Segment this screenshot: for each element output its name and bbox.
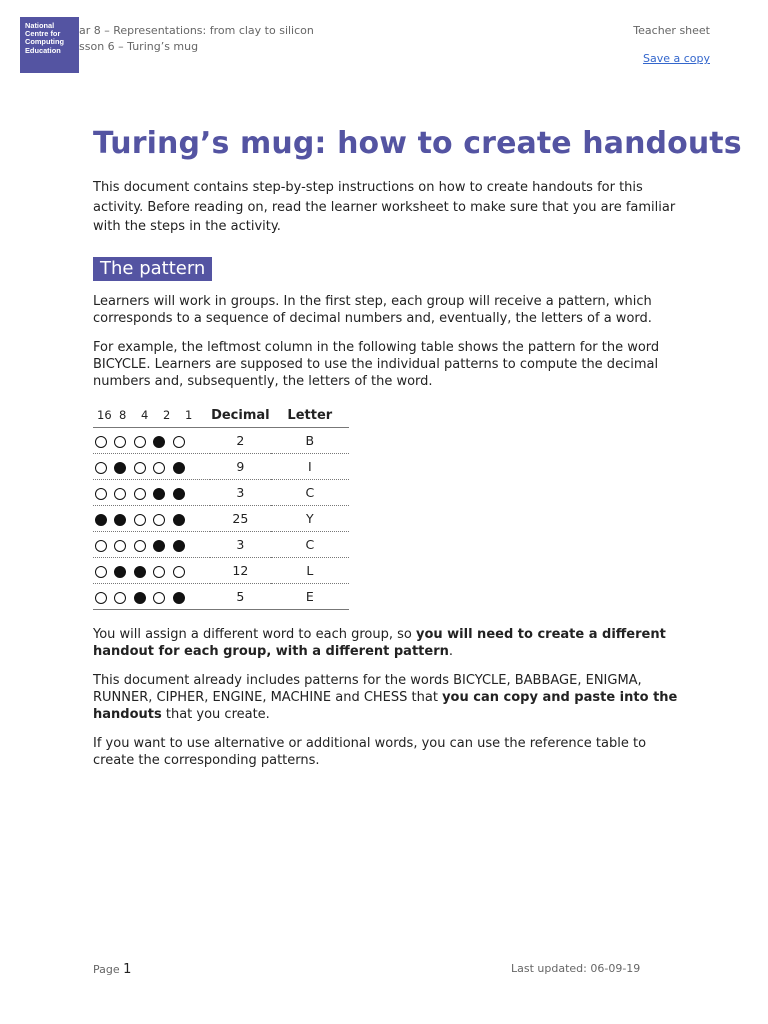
footer-last-updated: Last updated: 06-09-19 [511,962,641,975]
decimal-cell: 25 [210,506,271,532]
table-header-row [93,403,349,428]
empty-circle-icon [114,540,126,552]
table-row [93,506,349,532]
letter-cell: I [271,454,349,480]
filled-circle-icon [173,540,185,552]
empty-circle-icon [134,488,146,500]
assign-text: You will assign a different word to each group, so [93,627,416,642]
filled-circle-icon [173,488,185,500]
letter-cell: C [271,480,349,506]
empty-circle-icon [153,462,165,474]
table-row [93,532,349,558]
table-row [93,428,349,454]
letter-header: Letter [287,407,333,423]
bit-pattern-cell [93,532,210,558]
empty-circle-icon [95,488,107,500]
header-lesson: sson 6 – Turing’s mug [79,40,199,53]
bicycle-pattern-table [93,403,349,610]
page-label: Page [93,963,120,976]
decimal-header: Decimal [211,407,270,423]
letter-cell: L [271,558,349,584]
empty-circle-icon [95,540,107,552]
table-row [93,558,349,584]
words-text: This document already includes patterns for the words BICYCLE, BABBAGE, ENIGMA, RUNNER, CIPHER, ENGINE, MACHINE and CHESS that [93,673,642,705]
table-row [93,584,349,610]
bit-pattern-cell [93,506,210,532]
empty-circle-icon [95,462,107,474]
empty-circle-icon [153,592,165,604]
filled-circle-icon [134,566,146,578]
letter-cell: C [271,532,349,558]
filled-circle-icon [153,488,165,500]
empty-circle-icon [153,566,165,578]
section-heading-pattern: The pattern [93,257,212,281]
bit-header: 2 [163,408,171,422]
words-bold-text: you can copy and paste into the handouts [93,690,678,722]
filled-circle-icon [173,592,185,604]
ncce-logo [20,17,79,73]
empty-circle-icon [114,488,126,500]
empty-circle-icon [173,566,185,578]
filled-circle-icon [153,540,165,552]
logo-line: Computing [25,37,64,47]
logo-line: National [25,21,55,30]
letter-cell: Y [271,506,349,532]
decimal-cell: 12 [210,558,271,584]
filled-circle-icon [114,514,126,526]
filled-circle-icon [173,514,185,526]
decimal-cell: 3 [210,480,271,506]
letter-cell: B [271,428,349,454]
alternative-words-paragraph: If you want to use alternative or additional words, you can use the reference table to create the corresponding patterns. [93,736,647,768]
empty-circle-icon [95,566,107,578]
empty-circle-icon [95,592,107,604]
assign-text-end: . [448,644,454,659]
table-row [93,480,349,506]
empty-circle-icon [134,462,146,474]
bit-pattern-cell [93,558,210,584]
bit-header: 4 [141,408,149,422]
example-paragraph: For example, the leftmost column in the following table shows the pattern for the word BICYCLE. Learners are supposed to use the individual patterns to compute the decimal numbers and, subsequently, the letters of the word. [93,340,660,389]
footer-page [93,962,131,977]
decimal-cell: 5 [210,584,271,610]
save-a-copy-link[interactable]: Save a copy [642,52,710,65]
assign-bold-text: you will need to create a different handout for each group, with a different pattern [93,627,666,659]
filled-circle-icon [134,592,146,604]
bit-pattern-cell [93,480,210,506]
empty-circle-icon [114,436,126,448]
assign-paragraph [93,626,683,660]
decimal-cell: 3 [210,532,271,558]
bit-header: 8 [119,408,127,422]
words-text-end: that you create. [161,707,270,722]
empty-circle-icon [153,514,165,526]
empty-circle-icon [114,592,126,604]
header-course: ar 8 – Representations: from clay to silicon [79,24,314,37]
filled-circle-icon [173,462,185,474]
table-row [93,454,349,480]
logo-line: Centre for [25,29,61,39]
empty-circle-icon [173,436,185,448]
filled-circle-icon [95,514,107,526]
bit-value-headers [93,403,210,428]
filled-circle-icon [114,566,126,578]
intro-paragraph: This document contains step-by-step instructions on how to create handouts for this activity. Before reading on, read the learner worksheet to make sure that you are familiar with the steps in the activity. [93,180,676,234]
filled-circle-icon [153,436,165,448]
page-title: Turing’s mug: how to create handouts [93,126,742,161]
empty-circle-icon [134,540,146,552]
empty-circle-icon [95,436,107,448]
groups-paragraph: Learners will work in groups. In the first step, each group will receive a pattern, which corresponds to a sequence of decimal numbers and, eventually, the letters of a word. [93,294,652,326]
bit-header: 1 [185,408,193,422]
bit-header: 16 [97,408,112,422]
bit-pattern-cell [93,454,210,480]
logo-line: Education [25,45,61,55]
letter-cell: E [271,584,349,610]
header-sheet-type: Teacher sheet [633,24,710,37]
empty-circle-icon [134,514,146,526]
page-number: 1 [123,962,132,977]
empty-circle-icon [134,436,146,448]
words-paragraph [93,672,683,723]
filled-circle-icon [114,462,126,474]
table-body [93,428,349,610]
bit-pattern-cell [93,584,210,610]
decimal-cell: 9 [210,454,271,480]
decimal-cell: 2 [210,428,271,454]
bit-pattern-cell [93,428,210,454]
